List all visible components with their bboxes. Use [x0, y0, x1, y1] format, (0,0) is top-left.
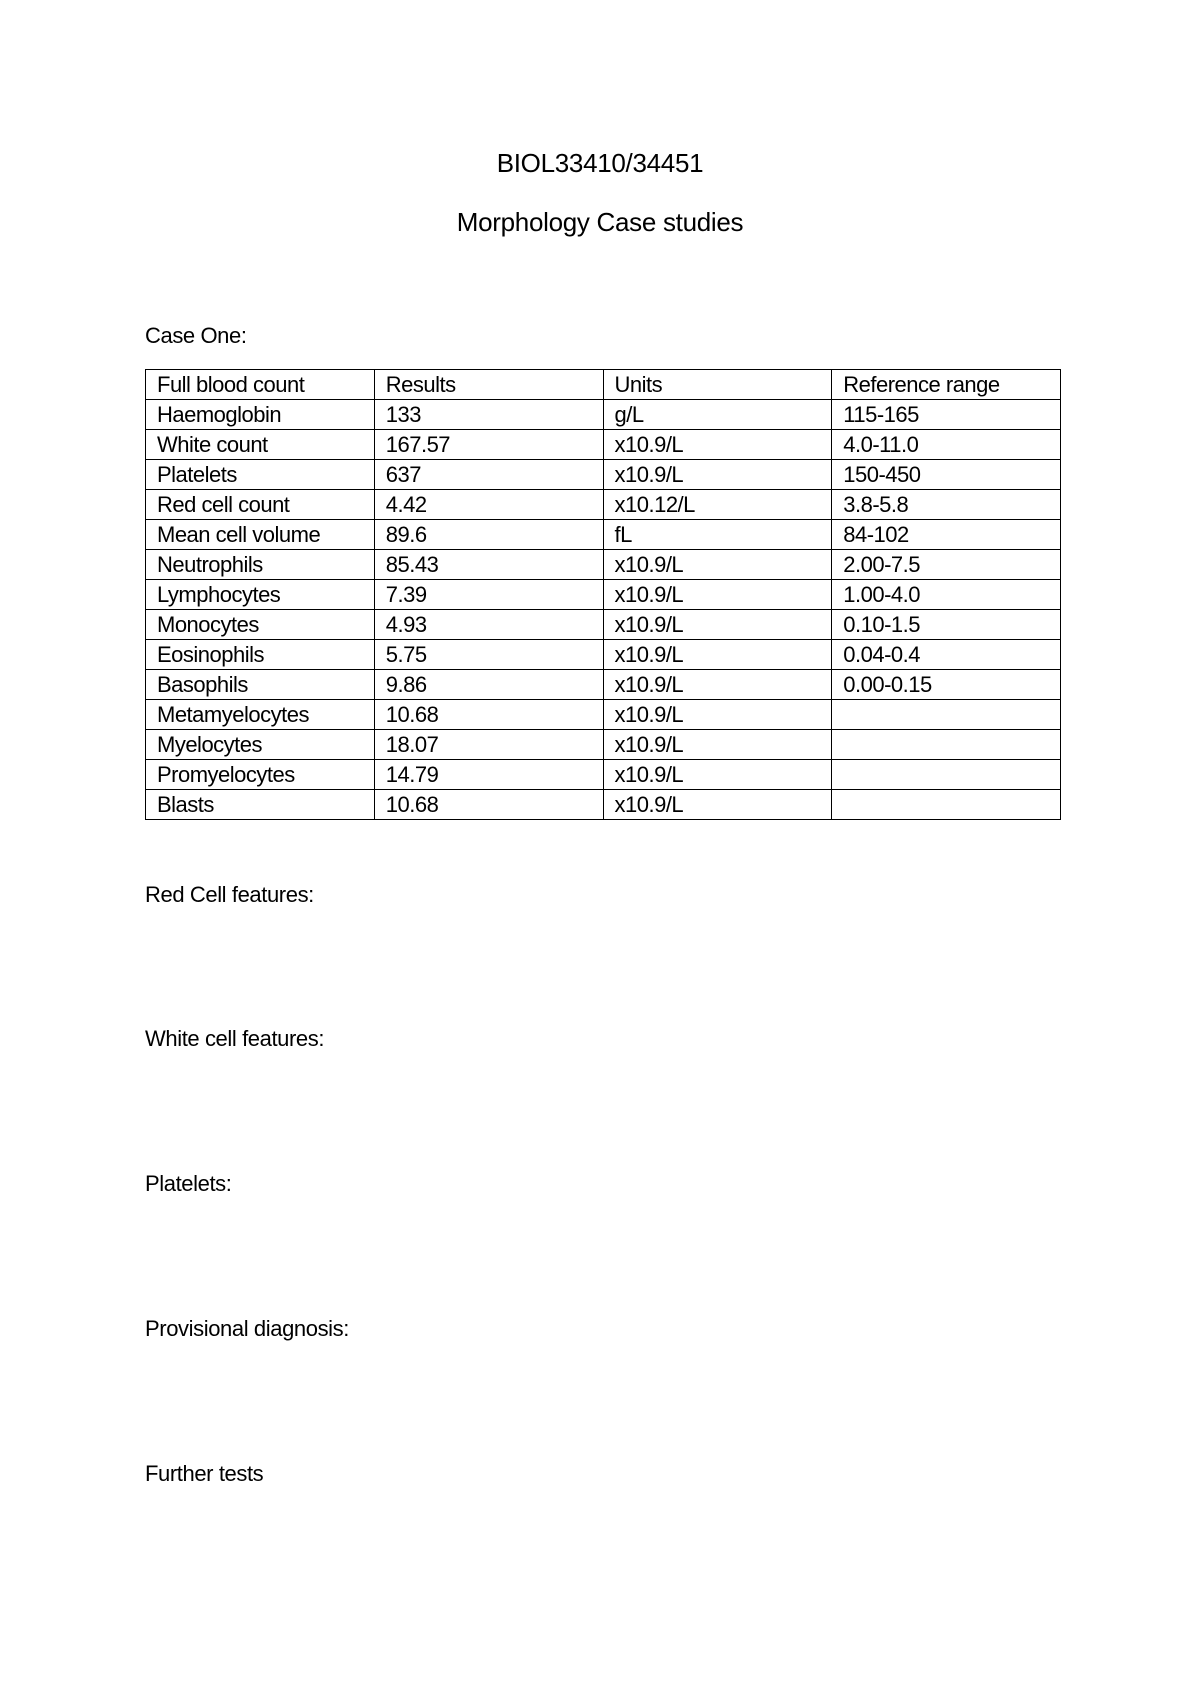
result-cell: 133: [374, 400, 603, 430]
parameter-cell: Platelets: [146, 460, 375, 490]
parameter-cell: Lymphocytes: [146, 580, 375, 610]
parameter-cell: Metamyelocytes: [146, 700, 375, 730]
result-cell: 10.68: [374, 790, 603, 820]
units-cell: x10.9/L: [603, 550, 832, 580]
reference-range-cell: 1.00-4.0: [832, 580, 1061, 610]
white-cell-features-label: White cell features:: [145, 1026, 325, 1051]
result-cell: 85.43: [374, 550, 603, 580]
units-cell: x10.9/L: [603, 790, 832, 820]
result-cell: 5.75: [374, 640, 603, 670]
table-row: [146, 580, 1061, 610]
units-cell: x10.9/L: [603, 760, 832, 790]
reference-range-cell: 0.10-1.5: [832, 610, 1061, 640]
table-row: [146, 610, 1061, 640]
table-body: [146, 400, 1061, 820]
units-cell: x10.9/L: [603, 670, 832, 700]
result-cell: 18.07: [374, 730, 603, 760]
document-title: Morphology Case studies: [456, 207, 744, 237]
reference-range-cell: 84-102: [832, 520, 1061, 550]
reference-range-cell: 2.00-7.5: [832, 550, 1061, 580]
course-code: BIOL33410/34451: [496, 148, 704, 178]
table-row: [146, 490, 1061, 520]
table-row: [146, 550, 1061, 580]
units-cell: x10.9/L: [603, 460, 832, 490]
units-cell: fL: [603, 520, 832, 550]
parameter-cell: Haemoglobin: [146, 400, 375, 430]
units-cell: x10.9/L: [603, 730, 832, 760]
parameter-cell: Promyelocytes: [146, 760, 375, 790]
parameter-cell: Myelocytes: [146, 730, 375, 760]
units-cell: x10.9/L: [603, 610, 832, 640]
result-cell: 7.39: [374, 580, 603, 610]
result-cell: 4.42: [374, 490, 603, 520]
reference-range-cell: 3.8-5.8: [832, 490, 1061, 520]
parameter-cell: Blasts: [146, 790, 375, 820]
table-row: [146, 430, 1061, 460]
table-row: [146, 730, 1061, 760]
red-cell-features-label: Red Cell features:: [145, 882, 314, 907]
result-cell: 89.6: [374, 520, 603, 550]
parameter-cell: Eosinophils: [146, 640, 375, 670]
parameter-cell: Monocytes: [146, 610, 375, 640]
parameter-cell: Basophils: [146, 670, 375, 700]
provisional-diagnosis-label: Provisional diagnosis:: [145, 1316, 349, 1341]
table-row: [146, 520, 1061, 550]
table-row: [146, 400, 1061, 430]
table-row: [146, 760, 1061, 790]
case-label: Case One:: [145, 323, 247, 348]
units-cell: x10.9/L: [603, 640, 832, 670]
table-row: [146, 640, 1061, 670]
units-cell: x10.12/L: [603, 490, 832, 520]
result-cell: 10.68: [374, 700, 603, 730]
reference-range-cell: 4.0-11.0: [832, 430, 1061, 460]
parameter-cell: White count: [146, 430, 375, 460]
result-cell: 14.79: [374, 760, 603, 790]
result-cell: 167.57: [374, 430, 603, 460]
units-cell: x10.9/L: [603, 430, 832, 460]
result-cell: 637: [374, 460, 603, 490]
result-cell: 9.86: [374, 670, 603, 700]
reference-range-cell: 0.00-0.15: [832, 670, 1061, 700]
platelets-label: Platelets:: [145, 1171, 232, 1196]
table-row: [146, 790, 1061, 820]
parameter-cell: Mean cell volume: [146, 520, 375, 550]
reference-range-cell: [832, 700, 1061, 730]
reference-range-cell: [832, 760, 1061, 790]
table-row: [146, 460, 1061, 490]
header-full-blood-count: Full blood count: [146, 370, 375, 400]
reference-range-cell: 150-450: [832, 460, 1061, 490]
units-cell: x10.9/L: [603, 700, 832, 730]
units-cell: x10.9/L: [603, 580, 832, 610]
reference-range-cell: 115-165: [832, 400, 1061, 430]
table-row: [146, 700, 1061, 730]
full-blood-count-table: [145, 369, 1061, 820]
table-row: [146, 670, 1061, 700]
parameter-cell: Neutrophils: [146, 550, 375, 580]
header-results: Results: [374, 370, 603, 400]
reference-range-cell: 0.04-0.4: [832, 640, 1061, 670]
further-tests-label: Further tests: [145, 1461, 264, 1486]
result-cell: 4.93: [374, 610, 603, 640]
header-units: Units: [603, 370, 832, 400]
units-cell: g/L: [603, 400, 832, 430]
header-reference-range: Reference range: [832, 370, 1061, 400]
reference-range-cell: [832, 730, 1061, 760]
table-header-row: [146, 370, 1061, 400]
parameter-cell: Red cell count: [146, 490, 375, 520]
reference-range-cell: [832, 790, 1061, 820]
